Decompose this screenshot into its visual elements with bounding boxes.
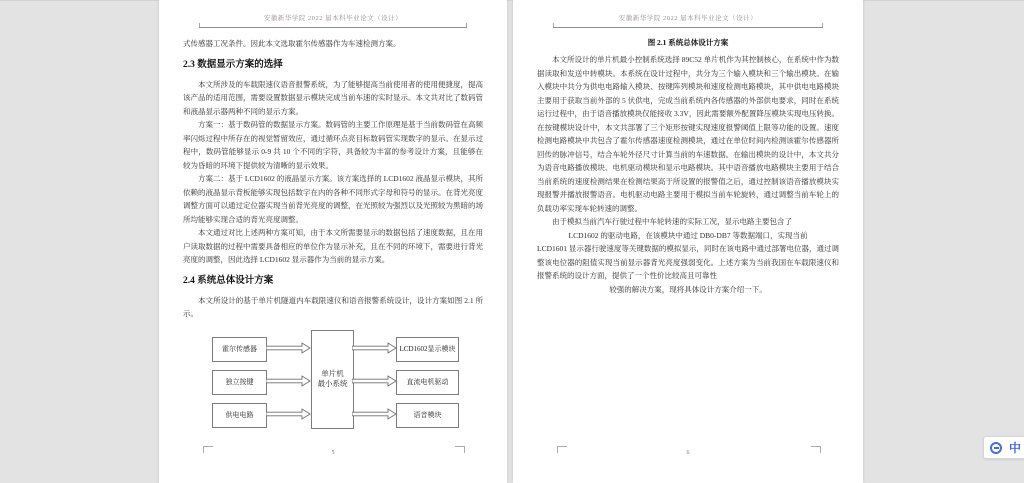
flow-arrow-icon[interactable] — [266, 342, 311, 354]
ime-toolbar[interactable] — [983, 436, 1024, 459]
flow-arrow-icon[interactable] — [352, 375, 397, 387]
paragraph[interactable]: 式传感器工况条件。因此本文选取霍尔传感器作为车速检测方案。 — [183, 39, 401, 48]
paragraph[interactable]: 方案二：基于 LCD1602 的液晶显示方案。该方案选择的 LCD1602 液晶显示模块，其所依赖的液晶显示背板能够实现包括数字在内的各种不同形式字母和符号的显示。在背光亮度调整方面可以通过定位器实现当前背光亮度的调整，在光照较为强烈以及光照较为黑暗的场所均能够实现合适的背光亮度调整。 — [183, 174, 483, 224]
mcu-label-line1: 单片机 — [321, 369, 344, 378]
page-number: 5 — [331, 450, 335, 456]
mcu-label-line2: 最小系统 — [317, 379, 348, 388]
diagram-box-independent-keys[interactable]: 独立按键 — [212, 370, 267, 395]
paragraph[interactable]: 方案一：基于数码管的数据显示方案。数码管的主要工作原理是基于当前数码管在高频率闪烁过程中所存在的视觉暂留效应，通过循环点亮目标数码管实现数字的显示。在显示过程中，数码管能够显示 0-9 共 10 个不同的字符，具备较为丰富的参考设计方案，且能够在较为昏暗的环境下提供较为清晰的显示效果。 — [183, 120, 483, 170]
paragraph[interactable]: 本文所设计的基于单片机隧道内车载限速仪和语音报警系统设计，设计方案如图 2.1 所示。 — [183, 295, 483, 318]
flow-arrow-icon[interactable] — [352, 342, 397, 354]
paragraph[interactable]: 本文通过对比上述两种方案可知，由于本文所需要显示的数据包括了速度数据，且在用户读取数据的过程中需要具备相应的单位作为显示补充，且在不同的环境下，需要进行背光亮度的调整，因此选择 LCD1602 显示器作为当前的显示方案。 — [183, 228, 483, 264]
page-header-text: 安徽新华学院 2022 届本科毕业论文（设计） — [263, 15, 403, 22]
ime-language-mode-button[interactable]: 中 — [1009, 440, 1022, 455]
figure-caption-2-1[interactable]: 图 2.1 系统总体设计方案 — [647, 38, 729, 47]
paragraph[interactable]: 较强的解决方案，现将具体设计方案介绍一下。 — [609, 284, 767, 294]
flow-arrow-icon[interactable] — [266, 375, 311, 387]
ime-logo-icon[interactable] — [990, 442, 1002, 454]
diagram-box-dc-motor-drive[interactable]: 直流电机驱动 — [396, 370, 459, 395]
window-top-edge — [0, 0, 1024, 1]
section-heading-2-3[interactable]: 2.3 数据显示方案的选择 — [183, 59, 283, 70]
section-heading-2-4[interactable]: 2.4 系统总体设计方案 — [183, 275, 274, 286]
paragraph[interactable]: LCD1602 的驱动电路，在该模块中通过 DB0-DB7 等数据端口，实现当前 — [568, 230, 808, 240]
page-header-text: 安徽新华学院 2022 届本科毕业论文（设计） — [618, 15, 758, 22]
paragraph[interactable]: LCD1601 显示器行驶速度等关键数据的模拟显示，同时在该电路中通过部署电位器，通过调整该电位器的阻值实现当前显示器背光亮度强弱变化。上述方案为当前我国在车载限速仪和报警系统的设计方面，提供了一个性价比较高且可靠性 — [537, 244, 839, 280]
paragraph[interactable]: 本文所涉及的车载限速仪语音报警系统，为了能够提高当前使用者的使用便捷度，提高该产品的适用范围，需要设置数据显示模块完成当前车速的实时显示。本文共对比了数码管和液晶显示器两种不同的显示方案。 — [183, 79, 483, 116]
flow-arrow-icon[interactable] — [352, 408, 397, 420]
diagram-box-voice-module[interactable]: 语音模块 — [396, 403, 459, 428]
system-block-diagram[interactable] — [183, 328, 483, 432]
diagram-box-hall-sensor[interactable]: 霍尔传感器 — [212, 337, 267, 362]
diagram-box-power-circuit[interactable]: 供电电路 — [212, 403, 267, 428]
diagram-box-lcd1602-display[interactable]: LCD1602显示模块 — [396, 337, 459, 362]
document-page-5[interactable] — [159, 0, 507, 483]
paragraph[interactable]: 本文所设计的单片机最小控制系统选择 89C52 单片机作为其控制核心，在系统中作为数据读取和发送中转模块。本系统在设计过程中，共分为三个输入模块和三个输出模块。在输入模块中共分为供电电路输入模块、按键阵列模块和速度检测电路模块，其中供电电路模块主要用于获取当前外部的 5 伏供电，完成当前系统内各传感器的外部供电要求，同时在系统运行过程中，由于语音播放模块仅能接收 3.3V，因此需要额外配置降压模块实现电压转换。在按键模块设计中，本文共部署了三个矩形按键实现速度报警阈值上限等功能的设置。速度检测电路模块中共包含了霍尔传感器速度检测模块，通过在单位时间内检测该霍尔传感器所回传的脉冲信号，结合车轮外径尺寸计算当前的车速数据。在输出模块的设计中，本文共分为语音电路播放模块、电机驱动模块和显示电路模块。其中语音播放电路模块主要用于结合当前系统的速度检测结果在检测结果高于所设置的报警值之后，通过控制该语音播放模块实现报警并播放报警语音。电机驱动电路主要用于模拟当前车轮旋转，通过调整当前车轮上的负载功率实现车轮转速的调整。 — [537, 55, 839, 213]
paragraph[interactable]: 由于模拟当前汽车行驶过程中车轮转速的实际工况，显示电路主要包含了 — [552, 217, 792, 226]
diagram-box-mcu-minimum-system[interactable] — [311, 330, 354, 429]
header-rule — [199, 27, 467, 28]
header-rule — [553, 27, 823, 28]
flow-arrow-icon[interactable] — [266, 408, 311, 420]
page-number: 6 — [686, 450, 690, 456]
document-page-6[interactable] — [513, 0, 863, 483]
